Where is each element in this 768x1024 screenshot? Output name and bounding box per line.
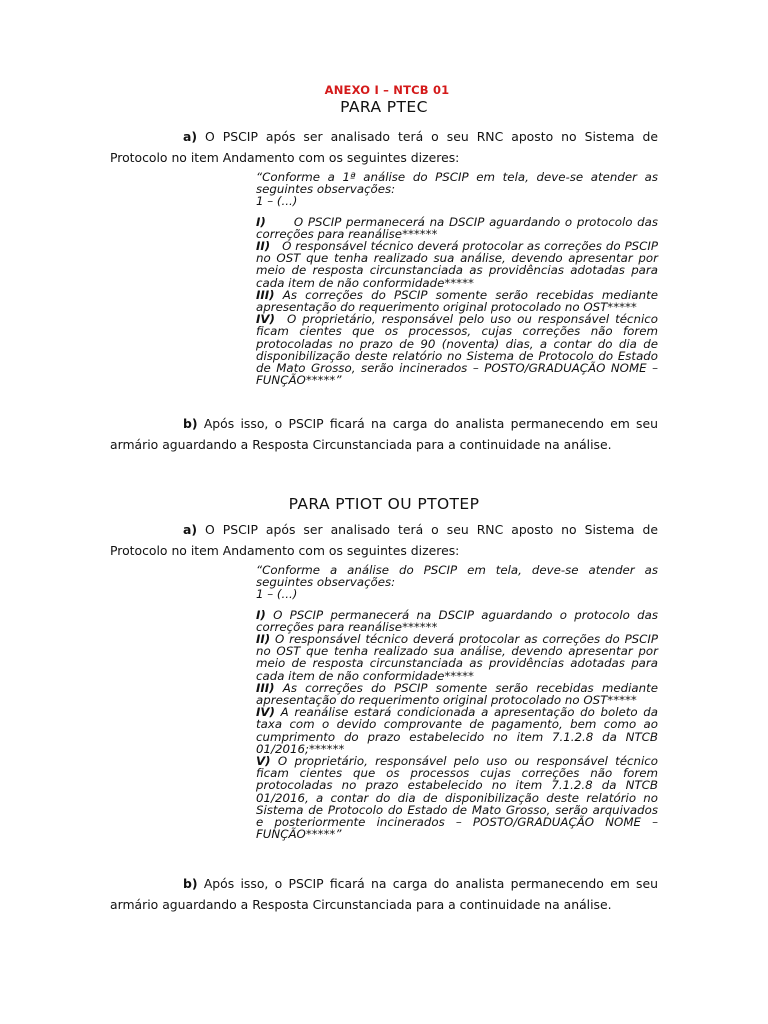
- ptec-heading: PARA PTEC: [340, 98, 428, 116]
- ptiot-b-label: b): [183, 876, 198, 891]
- ptec-iii-label: III): [256, 287, 275, 302]
- ptiot-item-i: [256, 609, 658, 633]
- ptiot-a-label: a): [183, 522, 198, 537]
- ptiot-paragraph-a: [110, 519, 658, 561]
- ptec-item-iv: [256, 313, 658, 386]
- ptiot-heading: PARA PTIOT OU PTOTEP: [288, 495, 480, 513]
- ptiot-ii-text: O responsável técnico deverá protocolar as correções do PSCIP no OST que tenha realizado sua análise, devendo apresentar por meio de resposta circunstanciada as providências adotadas para cada item de não conformidade*****: [256, 632, 658, 683]
- ptec-i-label: I): [256, 214, 266, 229]
- annex-title: ANEXO I – NTCB 01: [324, 83, 450, 97]
- ptec-quote-item-1: 1 – (...): [256, 194, 298, 209]
- ptiot-quote-block: [256, 564, 658, 840]
- ptec-b-label: b): [183, 416, 198, 431]
- ptiot-b-text: Após isso, o PSCIP ficará na carga do analista permanecendo em seu armário aguardando a Resposta Circunstanciada para a continuidade na análise.: [110, 876, 658, 912]
- ptiot-iv-label: IV): [256, 705, 275, 720]
- ptiot-item-ii: [256, 633, 658, 682]
- ptiot-iii-label: III): [256, 680, 275, 695]
- ptiot-v-text: O proprietário, responsável pelo uso ou responsável técnico ficam cientes que os processos cujas correções não forem protocoladas no prazo estabelecido no item 7.1.2.8 da NTCB 01/2016, a contar do dia de disponibilização deste relatório no Sistema de Protocolo do Estado de Mato Grosso, serão arquivados e posteriormente incinerados – POSTO/GRADUAÇÃO NOME – FUNÇÃO*****”: [256, 754, 658, 842]
- ptec-ii-text: O responsável técnico deverá protocolar as correções do PSCIP no OST que tenha realizado sua análise, devendo apresentar por meio de resposta circunstanciada as providências adotadas para cada item de não conformidade*****: [256, 239, 659, 290]
- ptiot-i-label: I): [256, 607, 266, 622]
- ptiot-i-text: O PSCIP permanecerá na DSCIP aguardando o protocolo das correções para reanálise******: [256, 607, 658, 634]
- ptiot-paragraph-b: [110, 873, 658, 915]
- ptiot-a-text: O PSCIP após ser analisado terá o seu RNC aposto no Sistema de Protocolo no item Andamento com os seguintes dizeres:: [110, 522, 658, 558]
- ptiot-item-iii: [256, 682, 658, 706]
- ptec-a-label: a): [183, 129, 198, 144]
- ptec-paragraph-a: [110, 126, 658, 168]
- ptec-item-i: [256, 216, 658, 240]
- ptiot-iv-text: A reanálise estará condicionada a apresentação do boleto da taxa com o devido comprovante de pagamento, bem como ao cumprimento do prazo estabelecido no item 7.1.2.8 da NTCB 01/2016;******: [256, 705, 659, 756]
- ptec-iii-text: As correções do PSCIP somente serão recebidas mediante apresentação do requerimento original protocolado no OST*****: [256, 287, 659, 315]
- ptec-quote-block: [256, 171, 658, 386]
- ptiot-iii-text: As correções do PSCIP somente serão recebidas mediante apresentação do requerimento original protocolado no OST*****: [256, 680, 659, 708]
- ptiot-item-v: [256, 755, 658, 840]
- ptec-b-text: Após isso, o PSCIP ficará na carga do analista permanecendo em seu armário aguardando a Resposta Circunstanciada para a continuidade na análise.: [110, 416, 658, 452]
- ptec-item-iii: [256, 289, 658, 313]
- ptec-iv-label: IV): [256, 312, 275, 327]
- ptiot-v-label: V): [256, 754, 271, 769]
- ptec-paragraph-b: [110, 413, 658, 455]
- ptec-item-ii: [256, 240, 658, 289]
- ptiot-ii-label: II): [256, 632, 271, 647]
- ptiot-item-iv: [256, 706, 658, 755]
- ptec-a-text: O PSCIP após ser analisado terá o seu RNC aposto no Sistema de Protocolo no item Andamento com os seguintes dizeres:: [110, 129, 658, 165]
- ptec-quote-intro: “Conforme a 1ª análise do PSCIP em tela, deve-se atender as seguintes observações:: [256, 170, 658, 197]
- ptiot-quote-intro: “Conforme a análise do PSCIP em tela, deve-se atender as seguintes observações:: [256, 563, 658, 590]
- ptec-iv-text: O proprietário, responsável pelo uso ou responsável técnico ficam cientes que os processos, cujas correções não forem protocoladas no prazo de 90 (noventa) dias, a contar do dia de disponibilização deste relatório no Sistema de Protocolo do Estado de Mato Grosso, serão incinerados – POSTO/GRADUAÇÃO NOME – FUNÇÃO*****”: [256, 312, 658, 388]
- ptec-ii-label: II): [256, 239, 271, 254]
- ptiot-quote-item-1: 1 – (...): [256, 587, 298, 602]
- ptec-i-text: O PSCIP permanecerá na DSCIP aguardando o protocolo das correções para reanálise******: [256, 214, 658, 241]
